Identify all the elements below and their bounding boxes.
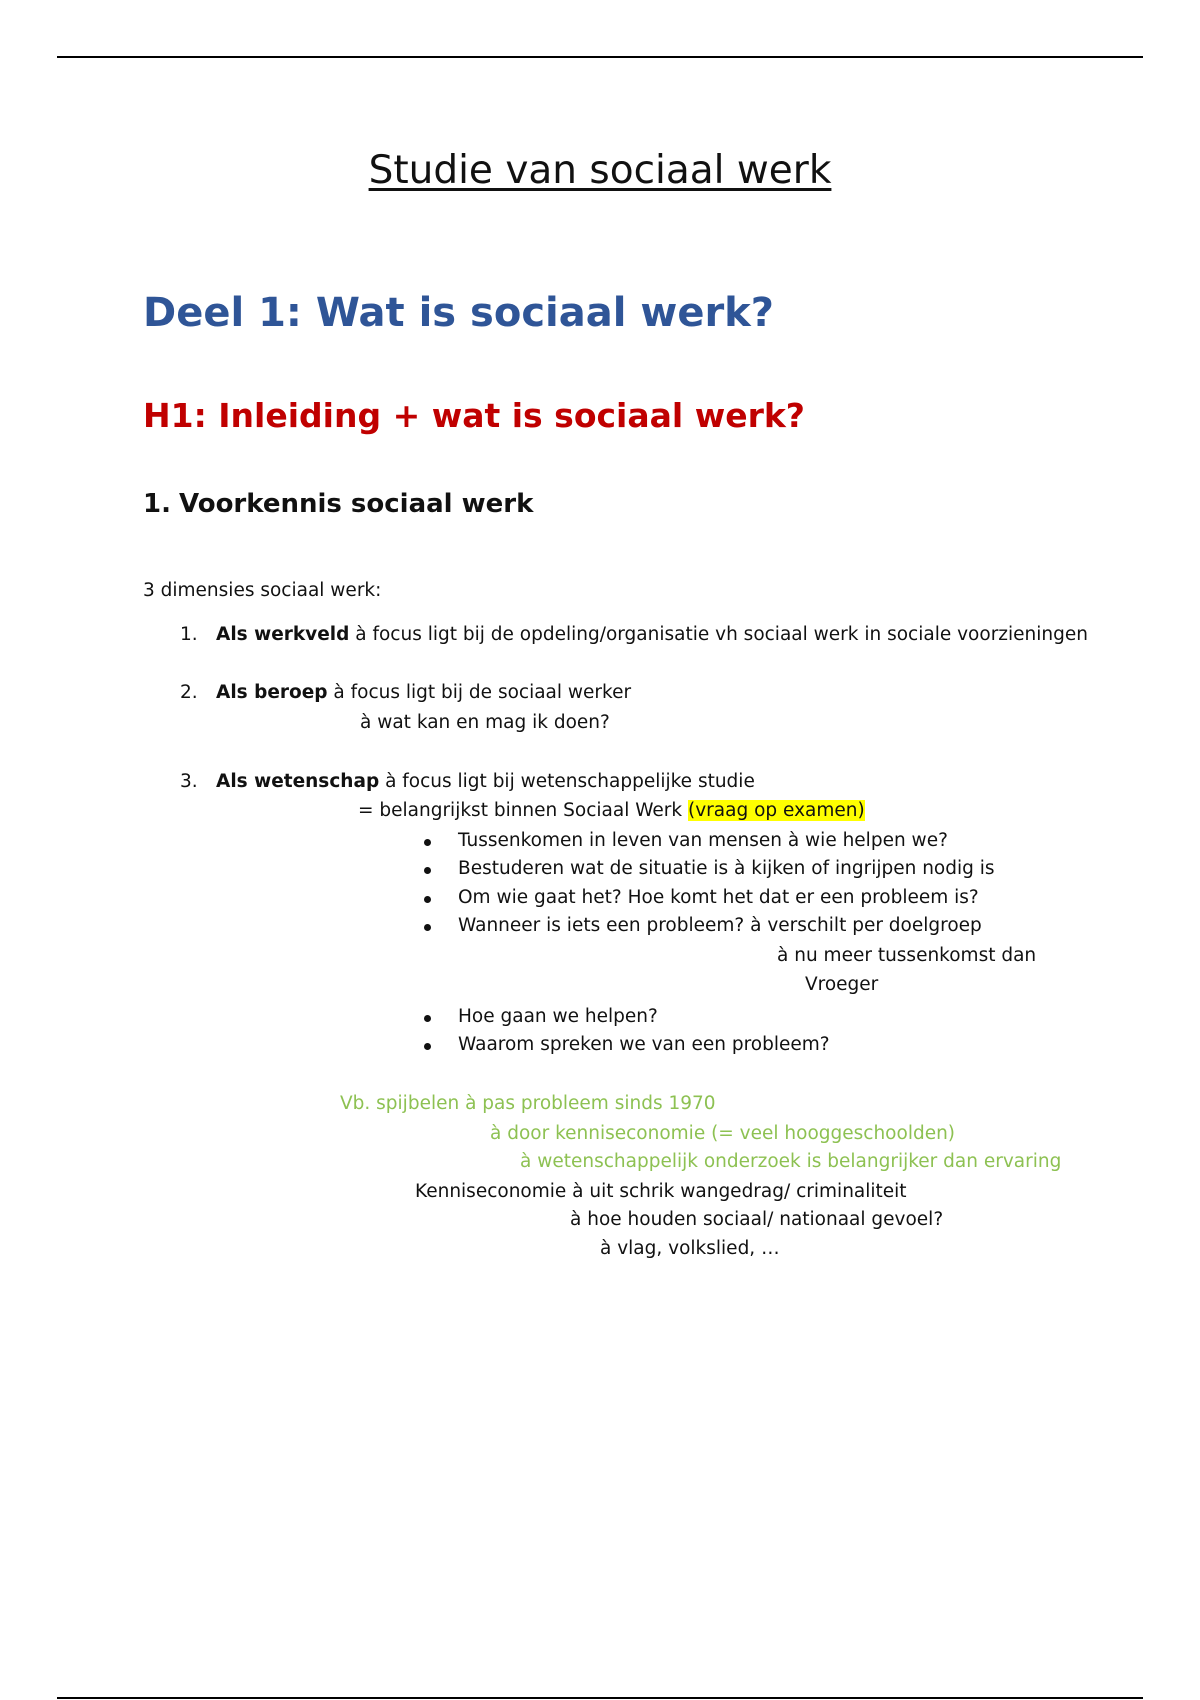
section-number: 1. <box>143 489 171 519</box>
followup-line: Kenniseconomie à uit schrik wangedrag/ criminaliteit <box>415 1181 907 1202</box>
list-item-number: 1. <box>180 624 198 645</box>
bullet-item: Wanneer is iets een probleem? à verschilt per doelgroep <box>458 915 982 936</box>
page-bottom-rule <box>57 1697 1143 1699</box>
bullet-continuation: Vroeger <box>805 974 879 995</box>
bullet-item: Hoe gaan we helpen? <box>458 1006 658 1027</box>
list-item-subline: à wat kan en mag ik doen? <box>360 712 610 733</box>
part-heading: Deel 1: Wat is sociaal werk? <box>143 290 774 336</box>
page-top-rule <box>57 56 1143 58</box>
bullet-item: Tussenkomen in leven van mensen à wie helpen we? <box>458 830 948 851</box>
bullet-continuation: à nu meer tussenkomst dan <box>777 945 1037 966</box>
bullet-icon <box>424 896 431 903</box>
list-item <box>216 682 631 703</box>
list-item-number: 2. <box>180 682 198 703</box>
bullet-icon <box>424 867 431 874</box>
followup-line: à hoe houden sociaal/ nationaal gevoel? <box>570 1209 944 1230</box>
list-item-subline <box>358 800 865 821</box>
list-item-text: à focus ligt bij de sociaal werker <box>327 682 632 703</box>
followup-line: à vlag, volkslied, … <box>600 1238 780 1259</box>
list-item-term: Als beroep <box>216 682 328 703</box>
list-item <box>216 624 1088 645</box>
bullet-item: Bestuderen wat de situatie is à kijken of ingrijpen nodig is <box>458 858 995 879</box>
bullet-item: Waarom spreken we van een probleem? <box>458 1034 830 1055</box>
document-title: Studie van sociaal werk <box>368 148 832 193</box>
subline-text: = belangrijkst binnen Sociaal Werk <box>358 800 689 821</box>
list-item-term: Als werkveld <box>216 624 350 645</box>
bullet-item: Om wie gaat het? Hoe komt het dat er een probleem is? <box>458 887 979 908</box>
example-line: à door kenniseconomie (= veel hooggeschoolden) <box>490 1123 956 1144</box>
example-line: à wetenschappelijk onderzoek is belangrijker dan ervaring <box>520 1151 1062 1172</box>
list-item <box>216 771 755 792</box>
chapter-heading: H1: Inleiding + wat is sociaal werk? <box>143 396 805 435</box>
list-item-text: à focus ligt bij wetenschappelijke studie <box>379 771 755 792</box>
section-heading <box>143 489 533 519</box>
bullet-icon <box>424 924 431 931</box>
list-item-number: 3. <box>180 771 198 792</box>
bullet-icon <box>424 1015 431 1022</box>
example-line: Vb. spijbelen à pas probleem sinds 1970 <box>340 1093 716 1114</box>
list-item-term: Als wetenschap <box>216 771 380 792</box>
section-title: Voorkennis sociaal werk <box>179 489 534 519</box>
bullet-icon <box>424 839 431 846</box>
exam-highlight: (vraag op examen) <box>688 800 865 821</box>
bullet-icon <box>424 1043 431 1050</box>
intro-text: 3 dimensies sociaal werk: <box>143 580 382 601</box>
list-item-text: à focus ligt bij de opdeling/organisatie vh sociaal werk in sociale voorzieningen <box>349 624 1088 645</box>
